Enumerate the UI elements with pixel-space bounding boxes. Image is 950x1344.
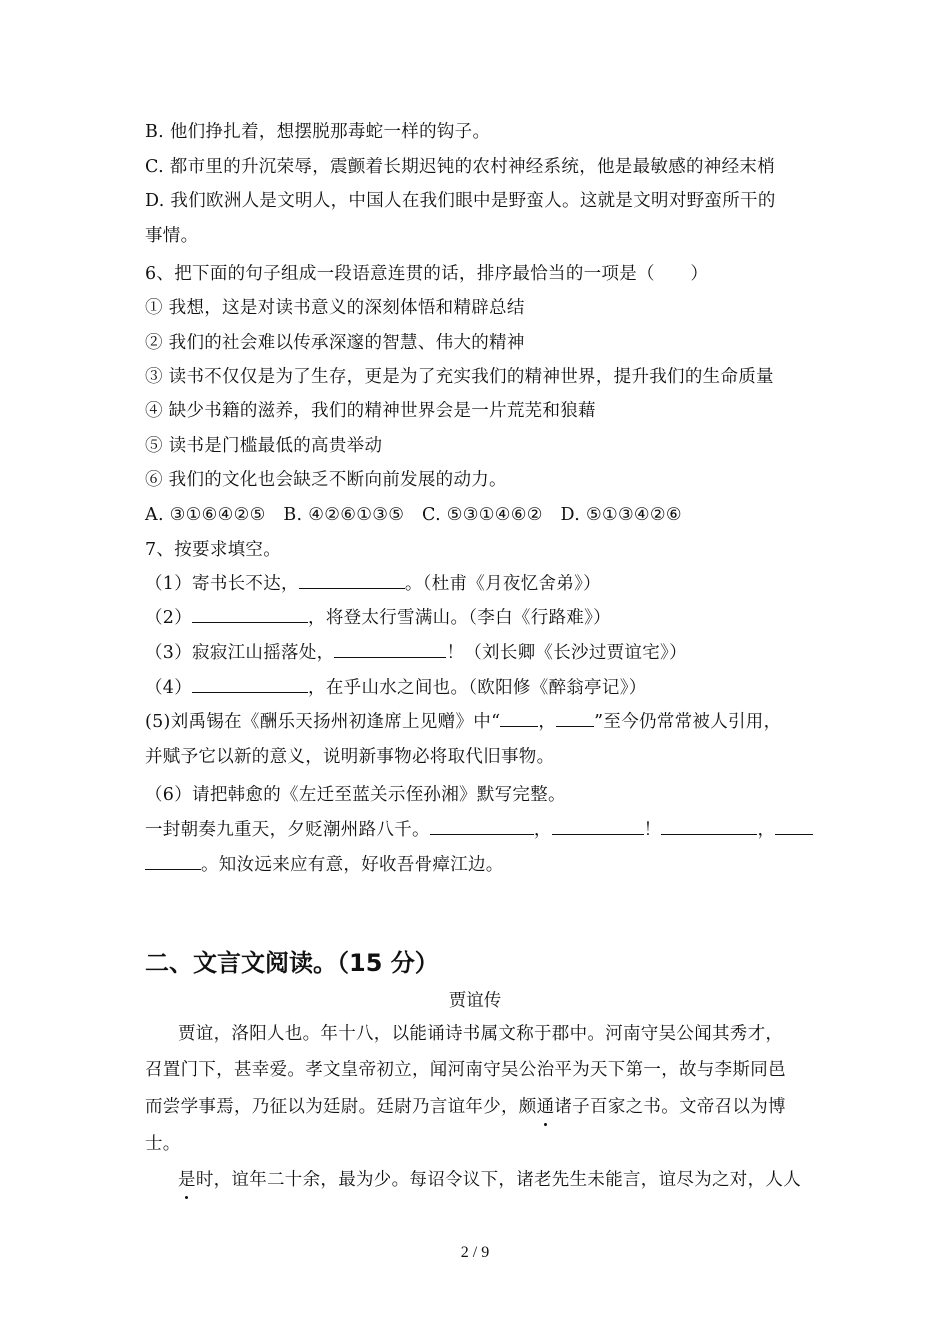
- sentence-3: ③ 读书不仅仅是为了生存，更是为了充实我们的精神世界，提升我们的生命质量: [145, 367, 774, 387]
- fill-blank[interactable]: [775, 818, 813, 835]
- passage-line: 士。: [145, 1134, 181, 1154]
- passage-line: 贾谊，洛阳人也。年十八，以能诵诗书属文称于郡中。河南守吴公闻其秀才，: [178, 1024, 784, 1044]
- fill-item-4: [145, 675, 845, 701]
- poem-line-2: [145, 852, 845, 878]
- passage-text: 诸子百家之书。文帝召以为博: [554, 1097, 786, 1117]
- fill-item-1: [145, 571, 845, 597]
- poem-comma: ，: [757, 820, 776, 840]
- passage-line: 召置门下，甚幸爱。孝文皇帝初立，闻河南守吴公治平为天下第一，故与李斯同邑: [145, 1060, 786, 1080]
- fill-blank[interactable]: [192, 676, 308, 693]
- poem-exclamation: ！: [643, 820, 662, 840]
- fill-5-prefix: (5)刘禹锡在《酬乐天扬州初逢席上见赠》中“: [145, 712, 501, 732]
- fill-2-suffix: ，将登太行雪满山。（李白《行路难》）: [308, 608, 611, 628]
- passage-text: 而尝学事焉，乃征以为廷尉。廷尉乃言谊年少，颇: [145, 1097, 537, 1117]
- poem-prefix: 一封朝奏九重天，夕贬潮州路八千。: [145, 820, 430, 840]
- page-number: 2 / 9: [460, 1244, 490, 1261]
- fill-5-suffix: ”至今仍常常被人引用，: [594, 712, 782, 732]
- fill-blank[interactable]: [145, 853, 201, 870]
- fill-blank[interactable]: [430, 818, 534, 835]
- poem-suffix: 。知汝远来应有意，好收吾骨瘴江边。: [201, 855, 504, 875]
- question-6-options: A. ③①⑥④②⑤ B. ④②⑥①③⑤ C. ⑤③①④⑥② D. ⑤①③④②⑥: [145, 505, 682, 525]
- passage-title: 贾谊传: [448, 991, 502, 1011]
- fill-blank[interactable]: [192, 606, 308, 623]
- fill-blank[interactable]: [552, 818, 644, 835]
- fill-blank[interactable]: [556, 710, 594, 727]
- passage-line: [178, 1167, 878, 1193]
- emphasized-char: 通: [537, 1094, 555, 1120]
- fill-4-suffix: ，在乎山水之间也。（欧阳修《醉翁亭记》）: [308, 678, 647, 698]
- passage-text: 时，谊年二十余，最为少。每诏令议下，诸老先生未能言，谊尽为之对，人人: [195, 1170, 802, 1190]
- question-6: 6、把下面的句子组成一段语意连贯的话，排序最恰当的一项是（ ）: [145, 264, 709, 284]
- fill-1-suffix: 。（杜甫《月夜忆舍弟》）: [404, 574, 601, 594]
- fill-blank[interactable]: [299, 572, 405, 589]
- sentence-5: ⑤ 读书是门槛最低的高贵举动: [145, 436, 383, 456]
- fill-blank[interactable]: [334, 641, 446, 658]
- sentence-4: ④ 缺少书籍的滋养，我们的精神世界会是一片荒芜和狼藉: [145, 401, 596, 421]
- question-7: 7、按要求填空。: [145, 540, 282, 560]
- option-d-line: D. 我们欧洲人是文明人，中国人在我们眼中是野蛮人。这就是文明对野蛮所干的: [145, 191, 776, 211]
- fill-3-suffix: ！（刘长卿《长沙过贾谊宅》）: [446, 643, 687, 663]
- option-b-line: B. 他们挣扎着，想摆脱那毒蛇一样的钩子。: [145, 122, 491, 142]
- fill-blank[interactable]: [661, 818, 757, 835]
- section-heading: 二、文言文阅读。（15 分）: [145, 949, 439, 977]
- option-d-continued: 事情。: [145, 226, 199, 246]
- fill-blank[interactable]: [500, 710, 538, 727]
- fill-2-prefix: （2）: [145, 608, 193, 628]
- fill-item-6: （6）请把韩愈的《左迁至蓝关示侄孙湘》默写完整。: [145, 785, 566, 805]
- option-c-line: C. 都市里的升沉荣辱，震颤着长期迟钝的农村神经系统，他是最敏感的神经末梢: [145, 157, 775, 177]
- fill-5-comma: ，: [538, 712, 557, 732]
- fill-3-prefix: （3）寂寂江山摇落处，: [145, 643, 335, 663]
- fill-item-3: [145, 640, 845, 666]
- emphasized-char: 是: [178, 1167, 196, 1193]
- sentence-1: ① 我想，这是对读书意义的深刻体悟和精辟总结: [145, 298, 525, 318]
- fill-item-2: [145, 605, 845, 631]
- fill-4-prefix: （4）: [145, 678, 193, 698]
- fill-item-5: [145, 709, 845, 735]
- sentence-6: ⑥ 我们的文化也会缺乏不断向前发展的动力。: [145, 470, 507, 490]
- fill-1-prefix: （1）寄书长不达，: [145, 574, 299, 594]
- passage-line: [145, 1094, 845, 1120]
- sentence-2: ② 我们的社会难以传承深邃的智慧、伟大的精神: [145, 333, 525, 353]
- fill-item-5-continued: 并赋予它以新的意义，说明新事物必将取代旧事物。: [145, 747, 555, 767]
- poem-line-1: [145, 817, 845, 843]
- poem-comma: ，: [533, 820, 552, 840]
